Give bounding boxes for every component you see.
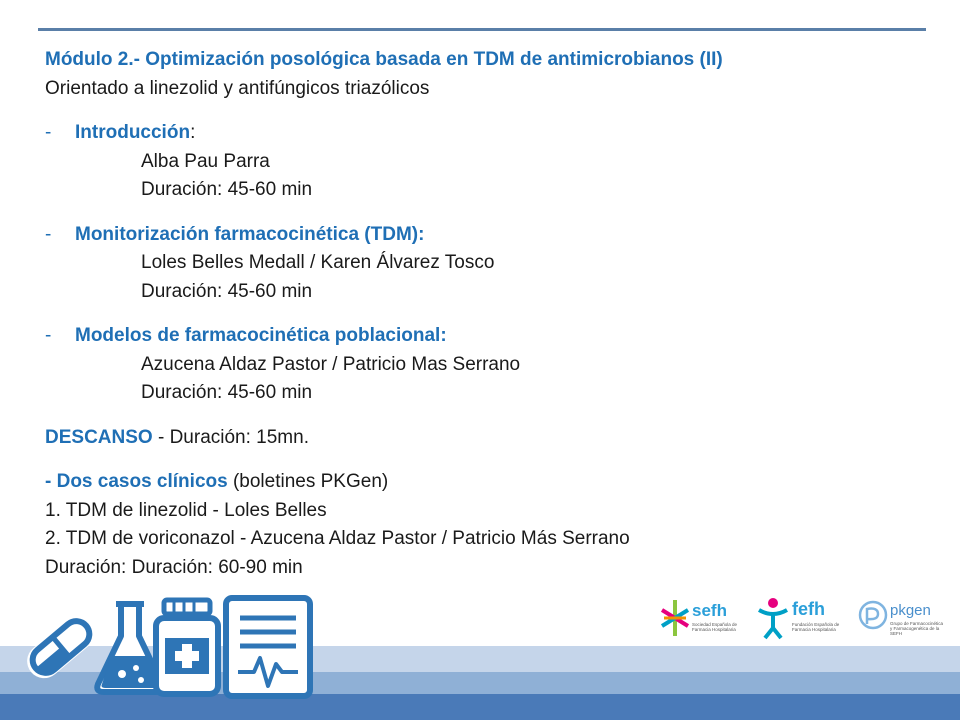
sefh-name: sefh [692, 601, 727, 620]
break-line [45, 424, 925, 453]
clipboard-chart-icon [226, 598, 310, 696]
module-title: Módulo 2.- Optimización posológica basada en TDM de antimicrobianos (II) [45, 49, 723, 70]
break-label: DESCANSO [45, 426, 153, 448]
section-speakers: Alba Pau Parra [141, 150, 270, 172]
cases-duration: Duración: Duración: 60-90 min [45, 556, 303, 578]
case-item: 1. TDM de linezolid - Loles Belles [45, 499, 327, 521]
pkgen-sub: Grupo de Farmacocinética y Farmacogenética de la SEFH [890, 621, 944, 636]
top-rule [38, 28, 926, 31]
section-title: Monitorización farmacocinética (TDM): [75, 223, 425, 245]
break-text: - Duración: 15mn. [152, 426, 309, 448]
sefh-logo [660, 594, 752, 640]
section-duration: Duración: 45-60 min [141, 179, 313, 200]
bullet-dash: - [45, 122, 52, 143]
pkgen-logo [858, 594, 948, 640]
pkgen-circle-icon [858, 598, 888, 632]
bullet-dash: - [45, 325, 52, 346]
pill-capsule-icon [20, 609, 102, 685]
fefh-figure-icon [756, 596, 790, 640]
cases-heading [45, 468, 925, 497]
sponsor-logos [660, 594, 950, 640]
section-title-suffix: : [190, 122, 196, 143]
section-duration: Duración: 45-60 min [141, 382, 313, 403]
section-introduccion [45, 119, 925, 205]
flask-icon [97, 604, 163, 692]
module-subtitle: Orientado a linezolid y antifúngicos triazólicos [45, 77, 430, 99]
agenda-content [45, 46, 925, 582]
medicine-bottle-icon [156, 600, 218, 694]
pkgen-name: pkgen [890, 602, 931, 619]
section-speakers: Loles Belles Medall / Karen Álvarez Tosco [141, 252, 495, 273]
section-speakers: Azucena Aldaz Pastor / Patricio Mas Serrano [141, 353, 521, 375]
section-title: Introducción [75, 122, 191, 143]
sefh-star-icon [660, 598, 690, 638]
pharmacy-icons [18, 592, 338, 702]
section-duration: Duración: 45-60 min [141, 280, 313, 302]
fefh-name: fefh [792, 599, 825, 619]
section-monitorizacion [45, 221, 925, 307]
cases-label: - Dos casos clínicos [45, 471, 228, 492]
bullet-dash: - [45, 223, 52, 245]
cases-note: (boletines PKGen) [227, 471, 389, 492]
case-item: 2. TDM de voriconazol - Azucena Aldaz Pastor / Patricio Más Serrano [45, 528, 630, 549]
fefh-logo [756, 594, 852, 640]
sefh-sub: Sociedad Española de Farmacia Hospitalaria [692, 622, 738, 632]
fefh-sub: Fundación Española de Farmacia Hospitalaria [792, 622, 840, 632]
section-title: Modelos de farmacocinética poblacional: [75, 325, 447, 346]
section-modelos [45, 322, 925, 408]
